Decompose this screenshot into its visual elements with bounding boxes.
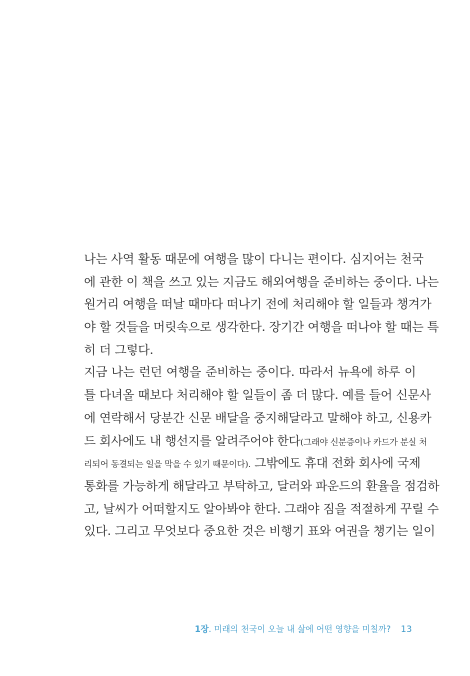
inline-note-continuation: 리되어 동결되는 일을 막을 수 있기 때문이다). [84,460,251,471]
text-line: 있다. 그리고 무엇보다 중요한 것은 비행기 표와 여권을 챙기는 일이 [84,524,436,539]
chapter-label: 1장 [194,624,209,634]
text-segment: 드 회사에도 내 행선지를 알려주어야 한다 [84,433,301,448]
inline-note: (그래야 신분증이나 카드가 분실 처 [300,437,427,448]
text-line: 틀 다녀올 때보다 처리해야 할 일들이 좀 더 많다. 예를 들어 신문사 [84,388,431,403]
text-line [84,452,421,475]
text-line: 원거리 여행을 떠날 때마다 떠나기 전에 처리해야 할 일들과 챙겨가 [84,297,432,312]
body-text [84,248,440,543]
text-line: 히 더 그렇다. [84,342,154,357]
chapter-title: . 미래의 천국이 오늘 내 삶에 어떤 영향을 미칠까? [208,624,391,634]
text-line: 야 할 것들을 머릿속으로 생각한다. 장기간 여행을 떠나야 할 때는 특 [84,320,439,335]
text-line: 통화를 가능하게 해달라고 부탁하고, 달러와 파운드의 환율을 점검하 [84,478,440,493]
text-line: 에 관한 이 책을 쓰고 있는 지금도 해외여행을 준비하는 중이다. 나는 [84,274,439,289]
page-footer [195,623,412,635]
text-line: 나는 사역 활동 때문에 여행을 많이 다니는 편이다. 심지어는 천국 [84,252,424,266]
text-line: 고, 날씨가 어떠할지도 알아봐야 한다. 그래야 짐을 적절하게 꾸릴 수 [84,501,439,516]
text-line: 지금 나는 런던 여행을 준비하는 중이다. 따라서 뉴욕에 하루 이 [84,365,416,380]
text-line-with-note [84,430,427,453]
page-number: 13 [400,625,412,635]
text-line: 에 연락해서 당분간 신문 배달을 중지해달라고 말해야 하고, 신용카 [84,410,432,425]
text-segment: 그밖에도 휴대 전화 회사에 국제 [250,456,421,471]
